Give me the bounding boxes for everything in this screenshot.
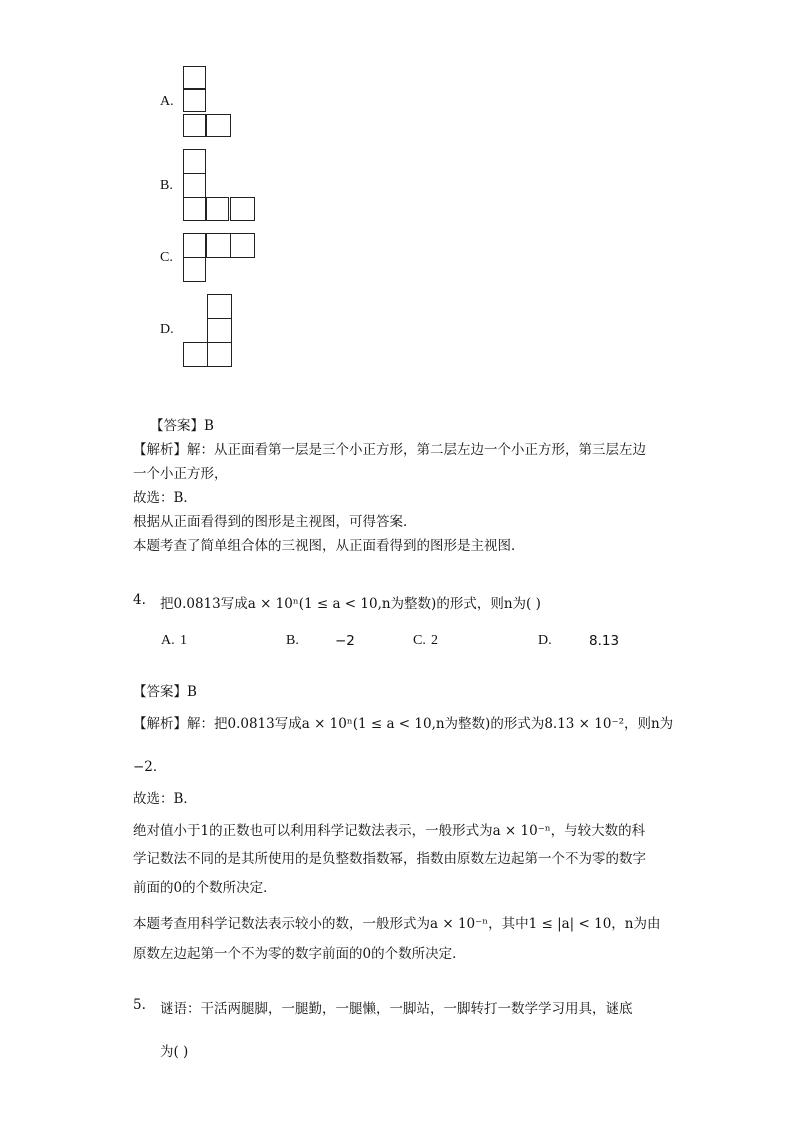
q4-number: 4. — [133, 592, 146, 608]
q3-analysis-line1: 【解析】解：从正面看第一层是三个小正方形，第二层左边一个小正方形，第三层左边 — [133, 442, 646, 458]
q5-stem-line1: 谜语：干活两腿脚，一腿勤，一腿懒，一脚站，一脚转打一数学学习用具，谜底 — [160, 1001, 633, 1017]
q3-note1: 根据从正面看得到的图形是主视图，可得答案． — [133, 514, 417, 530]
q4-option-d-value: 8.13 — [589, 633, 620, 649]
q3-note2: 本题考查了简单组合体的三视图，从正面看得到的图形是主视图． — [133, 538, 525, 554]
q4-answer: 【答案】B — [133, 684, 197, 700]
figure-square — [183, 257, 206, 282]
q3-analysis-line2: 一个小正方形， — [133, 466, 228, 482]
q4-stem: 把0.0813写成a × 10ⁿ(1 ≤ a < 10,n为整数)的形式，则n为( ) — [160, 596, 541, 612]
figure-square — [230, 197, 255, 221]
figure-square — [207, 342, 232, 367]
figure-square — [183, 173, 206, 198]
option-a-label: A. — [160, 94, 174, 109]
figure-square — [183, 233, 206, 258]
figure-square — [183, 114, 206, 137]
q4-option-a-value: 1 — [180, 633, 187, 648]
figure-square — [206, 197, 229, 221]
figure-square — [206, 233, 231, 258]
q4-option-d-label: D. — [538, 633, 552, 648]
q4-option-b-label: B. — [286, 633, 299, 648]
figure-square — [206, 114, 231, 137]
figure-square — [183, 342, 208, 367]
q4-summary-line1: 本题考查用科学记数法表示较小的数，一般形式为a × 10⁻ⁿ，其中1 ≤ |a| < 10，n为由 — [133, 916, 661, 932]
q3-choose: 故选：B． — [133, 490, 197, 506]
option-b-label: B. — [160, 178, 173, 193]
figure-square — [207, 318, 232, 343]
q4-explain-line1: 绝对值小于1的正数也可以利用科学记数法表示，一般形式为a × 10⁻ⁿ，与较大数的科 — [133, 823, 646, 839]
q4-option-c-value: 2 — [431, 633, 438, 648]
q4-summary-line2: 原数左边起第一个不为零的数字前面的0的个数所决定． — [133, 946, 466, 962]
figure-square — [183, 149, 206, 174]
figure-square — [183, 89, 206, 112]
q4-explain-line3: 前面的0的个数所决定． — [133, 880, 277, 896]
q5-number: 5. — [133, 997, 146, 1013]
q3-answer: 【答案】B — [150, 418, 214, 434]
q4-explain-line2: 学记数法不同的是其所使用的是负整数指数幂，指数由原数左边起第一个不为零的数字 — [133, 851, 646, 867]
q5-stem-line2: 为( ) — [160, 1044, 189, 1060]
option-d-label: D. — [160, 322, 174, 337]
q4-analysis-line2: −2． — [133, 759, 167, 775]
q4-option-a-label: A. — [161, 633, 175, 648]
figure-square — [183, 197, 206, 221]
q4-option-b-value: −2 — [335, 633, 355, 649]
option-c-label: C. — [160, 250, 173, 265]
figure-square — [183, 66, 206, 89]
figure-square — [230, 233, 255, 258]
q4-choose: 故选：B． — [133, 791, 197, 807]
figure-square — [207, 294, 232, 319]
q4-analysis-line1: 【解析】解：把0.0813写成a × 10ⁿ(1 ≤ a < 10,n为整数)的形式为8.13 × 10⁻²，则n为 — [133, 716, 674, 732]
q4-option-c-label: C. — [413, 633, 426, 648]
